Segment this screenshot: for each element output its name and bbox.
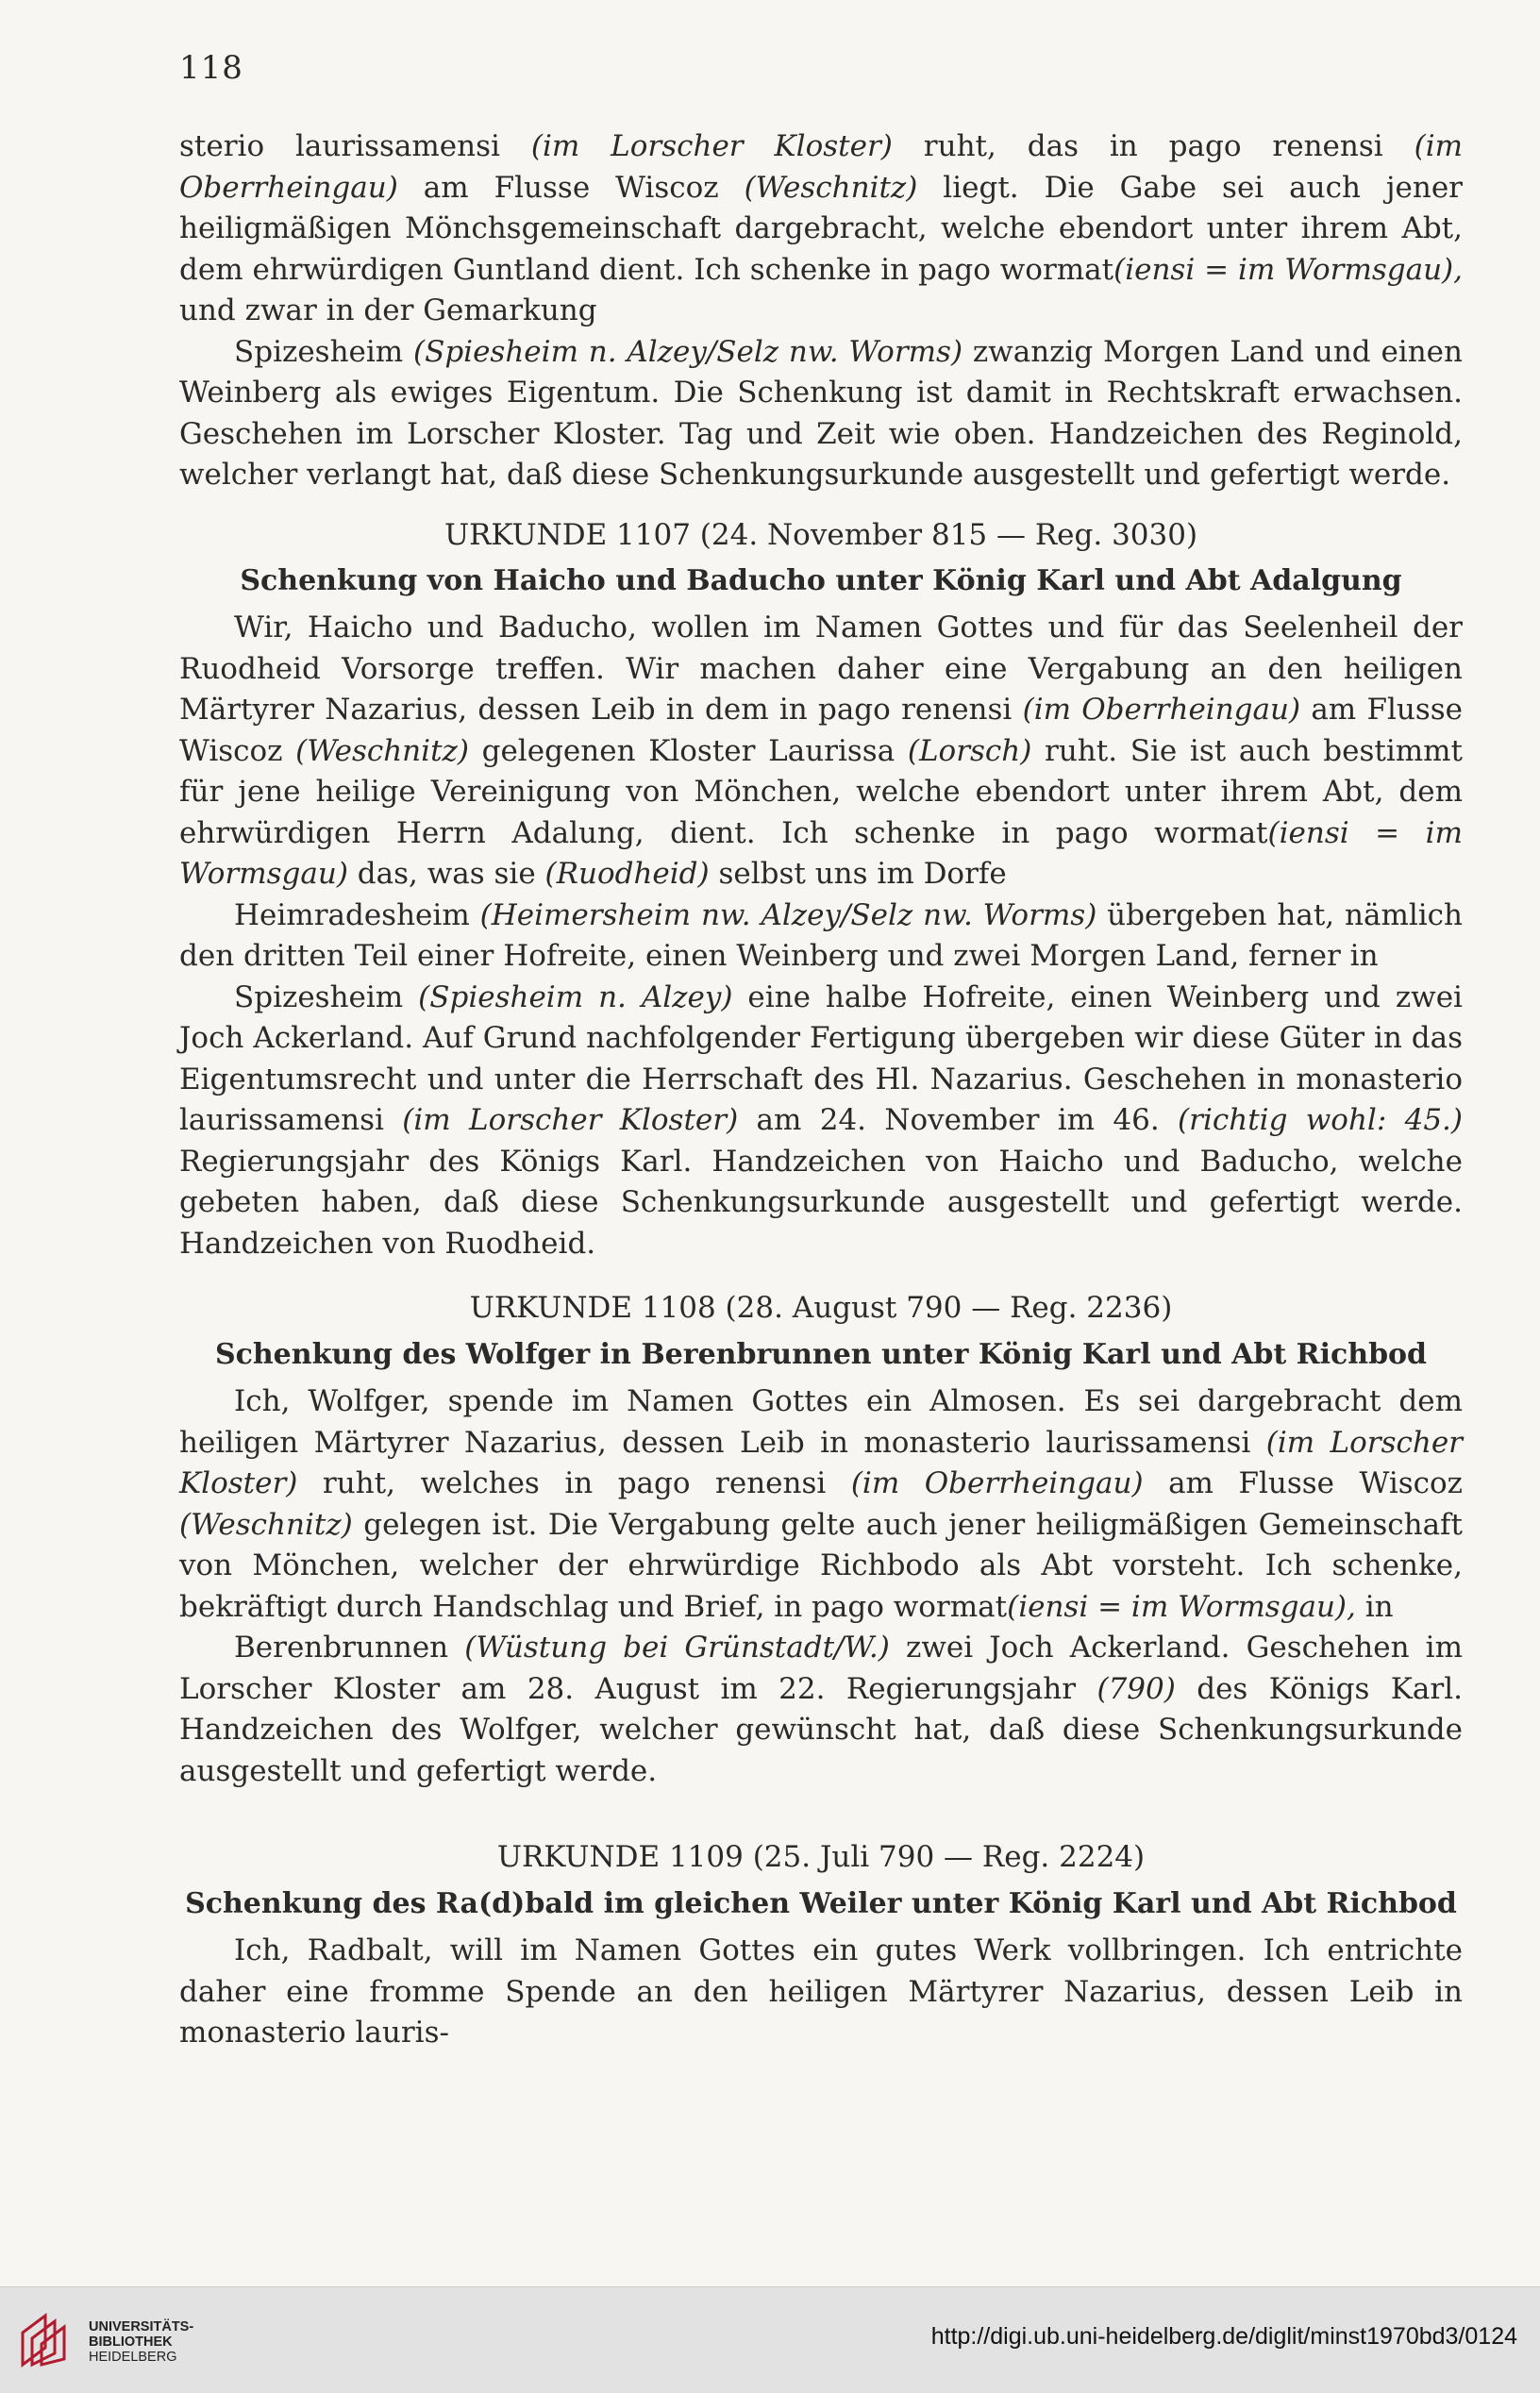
urkunde-1108-subheading: Schenkung des Wolfger in Berenbrunnen unter König Karl und Abt Richbod (214, 1338, 1428, 1371)
library-name-line-2: BIBLIOTHEK (89, 2334, 173, 2350)
urkunde-1107-paragraph-2: Heimradesheim (Heimersheim nw. Alzey/Selz nw. Worms) übergeben hat, nämlich den dritten Teil einer Hofreite, einen Weinberg und zwei Morgen Land, ferner in (179, 897, 1463, 973)
urkunde-1107-heading: URKUNDE 1107 (24. November 815 — Reg. 3030) (444, 518, 1198, 552)
urkunde-1109-body (179, 1931, 1463, 2054)
library-name (89, 2319, 193, 2365)
page-number: 118 (179, 49, 243, 87)
intro-section (179, 126, 1463, 496)
intro-paragraph-2: Spizesheim (Spiesheim n. Alzey/Selz nw. Worms) zwanzig Morgen Land und einen Weinberg als ewiges Eigentum. Die Schenkung ist damit in Rechtskraft erwachsen. Geschehen im Lorscher Kloster. Tag und Zeit wie oben. Handzeichen des Reginold, welcher verlangt hat, daß diese Schenkungsurkunde ausgestellt und gefertigt werde. (179, 334, 1463, 492)
ub-heidelberg-logo-icon (17, 2312, 75, 2370)
urkunde-1108-heading: URKUNDE 1108 (28. August 790 — Reg. 2236) (469, 1291, 1173, 1325)
urkunde-1109-subheading: Schenkung des Ra(d)bald im gleichen Weiler unter König Karl und Abt Richbod (185, 1887, 1457, 1920)
urkunde-1108-paragraph-2: Berenbrunnen (Wüstung bei Grünstadt/W.) zwei Joch Ackerland. Geschehen im Lorscher Kloster am 28. August im 22. Regierungsjahr (790) des Königs Karl. Handzeichen des Wolfger, welcher gewünscht hat, daß diese Schenkungsurkunde ausgestellt und gefertigt werde. (179, 1631, 1463, 1788)
intro-paragraph-1: sterio laurissamensi (im Lorscher Kloster) ruht, das in pago renensi (im Oberrheingau) am Flusse Wiscoz (Weschnitz) liegt. Die Gabe sei auch jener heiligmäßigen Mönchsgemeinschaft dargebracht, welche ebendort unter ihrem Abt, dem ehrwürdigen Guntland dient. Ich schenke in pago wormat(iensi = im Wormsgau), und zwar in der Gemarkung (179, 129, 1463, 327)
urkunde-1107-body (179, 608, 1463, 1264)
urkunde-1109-heading: URKUNDE 1109 (25. Juli 790 — Reg. 2224) (496, 1840, 1146, 1874)
urkunde-1108-body (179, 1381, 1463, 1792)
urkunde-1107-subheading: Schenkung von Haicho und Baducho unter König Karl und Abt Adalgung (240, 564, 1402, 597)
library-name-line-1: UNIVERSITÄTS- (89, 2319, 194, 2334)
urkunde-1107-paragraph-3: Spizesheim (Spiesheim n. Alzey) eine halbe Hofreite, einen Weinberg und zwei Joch Ackerland. Auf Grund nachfolgender Fertigung übergeben wir diese Güter in das Eigentumsrecht und unter die Herrschaft des Hl. Nazarius. Geschehen in monasterio laurissamensi (im Lorscher Kloster) am 24. November im 46. (richtig wohl: 45.) Regierungsjahr des Königs Karl. Handzeichen von Haicho und Baducho, welche gebeten haben, daß diese Schenkungsurkunde ausgestellt und gefertigt werde. Handzeichen von Ruodheid. (179, 979, 1464, 1261)
library-name-line-3: HEIDELBERG (89, 2350, 177, 2365)
footer-bar (0, 2286, 1540, 2393)
urkunde-1107-paragraph-1: Wir, Haicho und Baducho, wollen im Namen Gottes und für das Seelenheil der Ruodheid Vorsorge treffen. Wir machen daher eine Vergabung an den heiligen Märtyrer Nazarius, dessen Leib in dem in pago renensi (im Oberrheingau) am Flusse Wiscoz (Weschnitz) gelegenen Kloster Laurissa (Lorsch) ruht. Sie ist auch bestimmt für jene heilige Vereinigung von Mönchen, welche ebendort unter ihrem Abt, dem ehrwürdigen Herrn Adalung, dient. Ich schenke in pago wormat(iensi = im Wormsgau) das, was sie (Ruodheid) selbst uns im Dorfe (179, 611, 1464, 891)
urkunde-1109-paragraph-1: Ich, Radbalt, will im Namen Gottes ein gutes Werk vollbringen. Ich entrichte daher eine fromme Spende an den heiligen Märtyrer Nazarius, dessen Leib in monasterio lauris- (179, 1933, 1463, 2050)
source-url-link[interactable]: http://digi.ub.uni-heidelberg.de/diglit/minst1970bd3/0124 (930, 2323, 1517, 2350)
urkunde-1108-paragraph-1: Ich, Wolfger, spende im Namen Gottes ein Almosen. Es sei dargebracht dem heiligen Märtyrer Nazarius, dessen Leib in monasterio laurissamensi (im Lorscher Kloster) ruht, welches in pago renensi (im Oberrheingau) am Flusse Wiscoz (Weschnitz) gelegen ist. Die Vergabung gelte auch jener heiligmäßigen Gemeinschaft von Mönchen, welcher der ehrwürdige Richbodo als Abt vorsteht. Ich schenke, bekräftigt durch Handschlag und Brief, in pago wormat(iensi = im Wormsgau), in (179, 1384, 1464, 1624)
